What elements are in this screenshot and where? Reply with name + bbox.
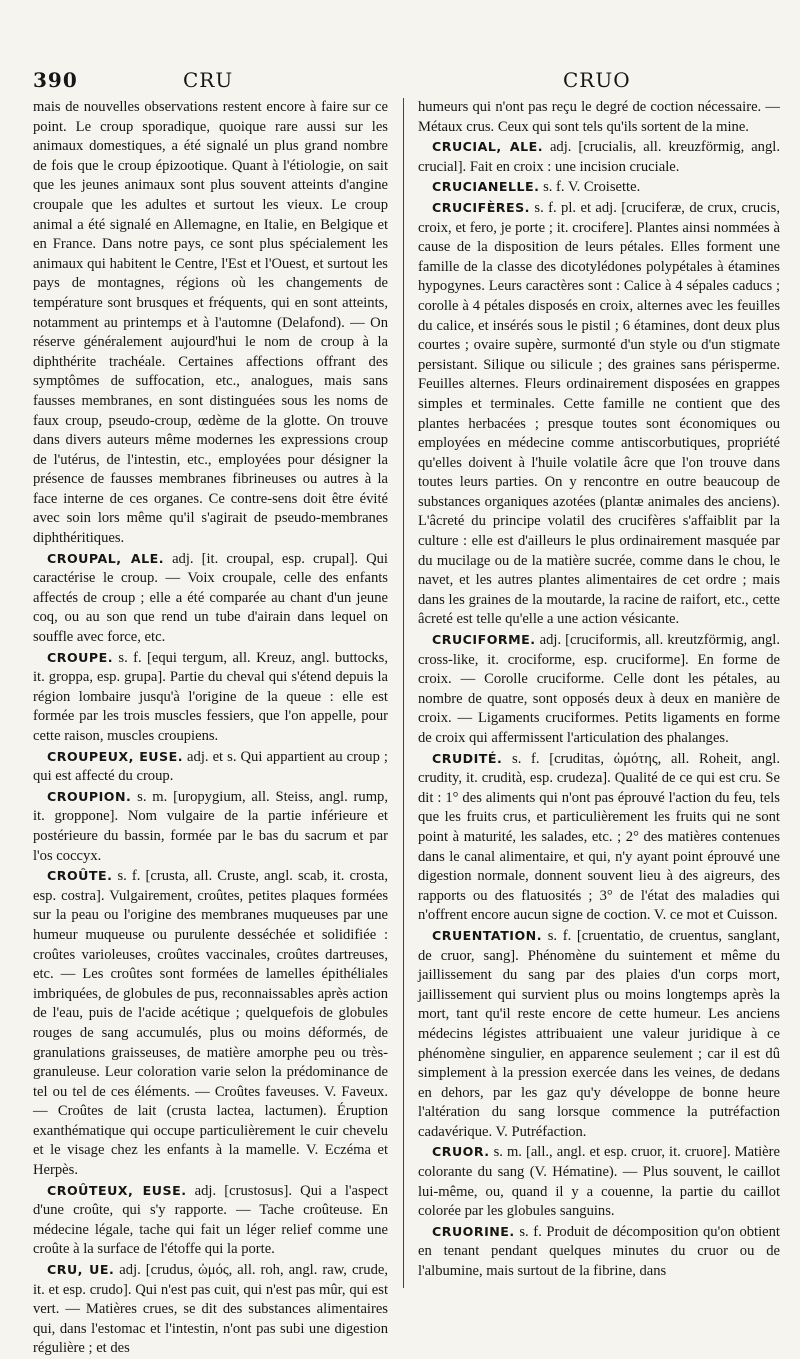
entry-text: s. f. pl. et adj. [cruciferæ, de crux, crucis, croix, et fero, je porte ; it. crocifere]. Plantes ainsi nommées à cause de la disposition de leurs pétales. Elles forment une famille de la classe des dicotylédones polypétales à étamines hypogynes. Leurs caractères sont : Calice à 4 sépales caducs ; corolle à 4 pétales disposés en croix, alternes avec les feuilles du calice, et insérés sous le pistil ; 6 étamines, dont deux plus courtes ; ovaire supère, surmonté d'un style ou d'un stigmate persistant. Silique ou silicule ; des graines sans périsperme. Feuilles alternes. Fleurs ordinairement disposées en grappes simples et terminales. Cette famille ne contient que des plantes herbacées ; presque toutes sont économiques ou employées en médecine comme antiscorbutiques, propriété qu'elles doivent à l'huile volatile âcre que l'on trouve dans toutes leurs parties. On y rencontre en outre beaucoup de substances organiques azotées (plantæ animales des anciens). L'âcreté du principe volatil des crucifères s'affaiblit par la culture : elle est d'ailleurs le plus ordinairement masquée par du mucilage ou de la matière sucrée, comme dans le chou, le navet, et les autres plantes alimentaires de cet ordre ; mais dans les graines de la moutarde, la racine de raifort, etc., cette âcreté est telle qu'elle a une action vésicante. bbox=[418, 199, 780, 628]
entry-headword: CRU, UE. bbox=[47, 1262, 115, 1278]
entry-headword: CROUPAL, ALE. bbox=[47, 550, 164, 566]
entry-headword: CRUCIFORME. bbox=[432, 632, 536, 648]
dictionary-entry bbox=[33, 648, 388, 747]
entry-headword: CRUCIAL, ALE. bbox=[432, 139, 543, 155]
entry-text: s. m. [all., angl. et esp. cruor, it. cruore]. Matière colorante du sang (V. Hématine). — Plus souvent, le caillot lui-même, ou, quand il y a couenne, la partie du caillot colorée par les globules sanguins. bbox=[418, 1144, 780, 1220]
entry-text: s. f. Produit de décomposition qu'on obtient en tenant pendant quelques minutes du cruor ou de l'albumine, mais surtout de la fibrine, dans bbox=[418, 1223, 780, 1280]
entry-headword: CROÛTE. bbox=[47, 868, 113, 884]
entry-headword: CRUORINE. bbox=[432, 1223, 515, 1239]
entry-headword: CRUCIANELLE. bbox=[432, 179, 540, 195]
dictionary-entry bbox=[418, 749, 780, 926]
entry-headword: CROUPION. bbox=[47, 788, 132, 804]
entry-text: s. f. V. Croisette. bbox=[543, 179, 641, 196]
entry-text: s. m. [uropygium, all. Steiss, angl. rump, it. groppone]. Nom vulgaire de la partie inférieure et postérieure du bassin, formée par le bas du sacrum et par l'os coccyx. bbox=[33, 788, 388, 864]
entry-text: adj. [cruciformis, all. kreutzförmig, angl. cross-like, it. crociforme, esp. cruciforme]. En forme de croix. — Corolle cruciforme. Celle dont les pétales, au nombre de quatre, sont opposés deux à deux en manière de croix. — Ligaments cruciformes. Petits ligaments en forme de croix qui affermissent l'articulation des phalanges. bbox=[418, 632, 780, 746]
dictionary-entry bbox=[418, 137, 780, 177]
entry-text: adj. et s. Qui appartient au croup ; qui est affecté du croup. bbox=[33, 748, 388, 785]
dictionary-entry bbox=[418, 177, 780, 198]
entry-text: s. f. [cruentatio, de cruentus, sanglant, de cruor, sang]. Phénomène du suintement et même du jaillissement du sang par des plaies d'un corps mort, jaillissement qui survient plus ou moins longtemps après la mort, tant qu'il reste encore de cette humeur. Les anciens médecins légistes attribuaient une valeur juridique à ce phénomène singulier, en apparence seulement ; car il est dû simplement à la pression exercée dans les veines, de dedans en dehors, par les gaz qu'y développe de bonne heure l'altération du sang lorsque commence la putréfaction cadavérique. V. Putréfaction. bbox=[418, 927, 781, 1140]
dictionary-entry bbox=[33, 787, 388, 866]
dictionary-entry bbox=[33, 866, 388, 1181]
dictionary-entry bbox=[33, 747, 388, 787]
dictionary-entry bbox=[418, 198, 780, 630]
entry-headword: CROUPE. bbox=[47, 649, 113, 665]
entry-headword: CROÛTEUX, EUSE. bbox=[47, 1182, 187, 1198]
entry-text: s. f. [equi tergum, all. Kreuz, angl. buttocks, it. groppa, esp. grupa]. Partie du cheval qui s'étend depuis la région lombaire jusqu'à l'origine de la queue : elle est formée par les trois muscles fessiers, que l'on appelle, pour cette raison, muscles croupiens. bbox=[33, 649, 388, 744]
entry-text: adj. [crustosus]. Qui a l'aspect d'une croûte, qui s'y rapporte. — Tache croûteuse. En médecine légale, tache qui fait un léger relief comme une croûte à la surface de l'étoffe qui la porte. bbox=[33, 1182, 388, 1258]
column-divider bbox=[403, 98, 404, 1288]
dictionary-entry bbox=[33, 1260, 388, 1359]
running-header bbox=[33, 58, 782, 98]
dictionary-entry bbox=[418, 1222, 780, 1282]
entry-headword: CRUOR. bbox=[432, 1144, 490, 1160]
dictionary-entry bbox=[33, 1181, 388, 1260]
entry-headword: CRUDITÉ. bbox=[432, 750, 503, 766]
entry-headword: CROUPEUX, EUSE. bbox=[47, 748, 183, 764]
entry-text: adj. [crucialis, all. kreuzförmig, angl. crucial]. Fait en croix : une incision cruciale. bbox=[418, 139, 780, 175]
dictionary-entry bbox=[418, 1142, 780, 1221]
left-guide-word: CRU bbox=[183, 68, 234, 92]
entry-text: adj. [crudus, ὠμός, all. roh, angl. raw, crude, it. et esp. crudo]. Qui n'est pas cuit, qui n'est pas mûr, qui est vert. — Matières crues, se dit des substances alimentaires qui, dans l'estomac et l'intestin, n'ont pas subi une digestion régulière ; et des bbox=[33, 1262, 388, 1357]
dictionary-entry bbox=[418, 630, 780, 749]
dictionary-entry bbox=[418, 926, 780, 1143]
entry-headword: CRUCIFÈRES. bbox=[432, 199, 530, 215]
right-guide-word: CRUO bbox=[563, 68, 631, 92]
page-number: 390 bbox=[33, 68, 78, 92]
left-column bbox=[33, 98, 389, 1357]
entry-text: s. f. [crusta, all. Cruste, angl. scab, it. crosta, esp. costra]. Vulgairement, croûtes, petites plaques formées sur la peau ou l'origine des membranes muqueuses par une humeur muqueuse ou purulente desséchée et solidifiée : croûtes varioleuses, croûtes vaccinales, croûtes dartreuses, etc. — Les croûtes sont formées de lamelles épithéliales imbriquées, de globules de pus, reconnaissables après action de l'eau, puis de l'acide acétique ; quelquefois de globules rouges de sang accumulés, plus ou moins déformés, de granulations graisseuses, de matière amorphe peu ou très-granuleuse. Leur coloration varie selon la prédominance de tel ou tel de ces éléments. — Croûtes faveuses. V. Faveux. — Croûtes de lait (crusta lactea, lactumen). Éruption exanthématique qui occupe particulièrement le cuir chevelu et le visage chez les enfants à la mamelle. V. Eczéma et Herpès. bbox=[33, 868, 389, 1179]
entry-text: adj. [it. croupal, esp. crupal]. Qui caractérise le croup. — Voix croupale, celle des enfants affectés de croup ; elle a été comparée au chant d'un jeune coq, ou au son que rend un tube d'airain dans lequel on souffle avec force, etc. bbox=[33, 550, 388, 646]
dictionary-entry bbox=[33, 549, 388, 648]
continuation-paragraph: mais de nouvelles observations restent encore à faire sur ce point. Le croup sporadique, quoique rare aussi sur les animaux domestiques, a été signalé un plus grand nombre de fois que le croup épizootique. Quant à l'étiologie, on sait que les jeunes animaux sont plus souvent atteints d'angine croupale que les adultes et surtout les vieux. Le croup animal a été signalé en Allemagne, en Italie, en Belgique et en France. Dans notre pays, ce sont plus spécialement les animaux qui habitent le Centre, l'Est et l'Ouest, et surtout les pays de montagnes, régions où les changements de température sont brusques et fréquents, qui en sont atteints, notamment au printemps et à l'automne (Delafond). — On réserve généralement aujourd'hui le nom de croup à la diphthérite trachéale. Certaines affections offrant des symptômes de suffocation, etc., analogues, mais sans fausses membranes, en sont distinguées sous les noms de faux croup, pseudo-croup, œdème de la glotte. On trouve dans divers auteurs même modernes les expressions croup de l'utérus, de l'intestin, etc., employées pour désigner la présence de fausses membranes fibrineuses ou autres à la face interne de ces organes. Ce contre-sens doit être évité avec soin lors même qu'il s'agirait de pseudo-membranes diphthéritiques. bbox=[33, 99, 388, 547]
entry-headword: CRUENTATION. bbox=[432, 927, 542, 943]
right-column bbox=[418, 98, 780, 1288]
continuation-paragraph: humeurs qui n'ont pas reçu le degré de coction nécessaire. — Métaux crus. Ceux qui sont tels qu'ils sortent de la mine. bbox=[418, 99, 780, 135]
text-columns bbox=[33, 98, 782, 1357]
entry-text: s. f. [cruditas, ὠμότης, all. Roheit, angl. crudity, it. crudità, esp. crudeza]. Qualité de ce qui est cru. Se dit : 1° des aliments qui n'ont pas éprouvé l'action du feu, tels que les fruits crus, et particulièrement les fruits qui ne sont point à maturité, les salades, etc. ; 2° des matières contenues dans le canal alimentaire, et qui, n'y ayant point éprouvé une digestion normale, donnent souvent lieu à des aigreurs, des rapports ou des flatuosités ; 3° de l'état des maladies qui n'offrent encore aucun signe de coction. V. ce mot et Cuisson. bbox=[418, 750, 781, 924]
